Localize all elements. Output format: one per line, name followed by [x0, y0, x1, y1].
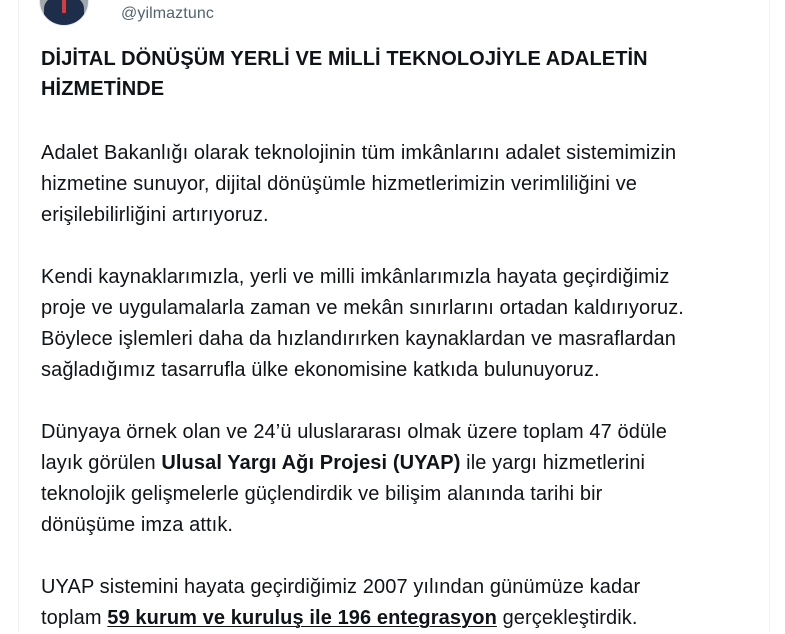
- paragraph-3-line-4: dönüşüme imza attık.: [41, 514, 234, 536]
- paragraph-1-line-1: Adalet Bakanlığı olarak teknolojinin tüm imkânlarını adalet sistemimizin: [41, 142, 677, 164]
- paragraph-3-line-2: [41, 448, 756, 479]
- paragraph-4-line-2-suffix: gerçekleştirdik.: [496, 607, 638, 629]
- paragraph-1-line-3: erişilebilirliğini artırıyoruz.: [41, 204, 269, 226]
- paragraph-4: [41, 572, 756, 634]
- paragraph-4-line-2: [41, 603, 756, 634]
- paragraph-4-line-2-prefix: toplam: [41, 607, 108, 629]
- paragraph-4-line-1: UYAP sistemini hayata geçirdiğimiz 2007 yılından günümüze kadar: [41, 576, 641, 598]
- avatar[interactable]: [39, 0, 89, 26]
- paragraph-2-line-4: sağladığımız tasarrufla ülke ekonomisine katkıda bulunuyoruz.: [41, 359, 600, 381]
- paragraph-2-line-3: Böylece işlemleri daha da hızlandırırken kaynaklardan ve masraflardan: [41, 328, 677, 350]
- paragraph-1: [41, 138, 756, 231]
- uyap-project-name: Ulusal Yargı Ağı Projesi (UYAP): [161, 452, 461, 474]
- tweet-text: [41, 44, 756, 634]
- paragraph-1-line-2: hizmetine sunuyor, dijital dönüşümle hizmetlerimizin verimliliğini ve: [41, 173, 638, 195]
- tweet-card: [18, 0, 770, 632]
- paragraph-3-line-3: teknolojik gelişmelerle güçlendirdik ve bilişim alanında tarihi bir: [41, 483, 603, 505]
- paragraph-3-line-2-suffix: ile yargı hizmetlerini: [460, 452, 646, 474]
- paragraph-2-line-1: Kendi kaynaklarımızla, yerli ve milli imkânlarımızla hayata geçirdiğimiz: [41, 266, 670, 288]
- post-title-line-2: HİZMETİNDE: [41, 78, 165, 100]
- paragraph-3-line-2-prefix: layık görülen: [41, 452, 162, 474]
- avatar-tie: [62, 0, 66, 13]
- user-handle[interactable]: @yilmaztunc: [121, 5, 214, 22]
- paragraph-2-line-2: proje ve uygulamalarla zaman ve mekân sınırlarını ortadan kaldırıyoruz.: [41, 297, 684, 319]
- post-title-line-1: DİJİTAL DÖNÜŞÜM YERLİ VE MİLLİ TEKNOLOJİYLE ADALETİN: [41, 48, 648, 70]
- paragraph-3-line-1: Dünyaya örnek olan ve 24’ü uluslararası olmak üzere toplam 47 ödüle: [41, 421, 667, 443]
- post-title: [41, 44, 701, 104]
- paragraph-2: [41, 262, 756, 386]
- integration-count-highlight: 59 kurum ve kuruluş ile 196 entegrasyon: [107, 607, 497, 629]
- paragraph-3: [41, 417, 756, 541]
